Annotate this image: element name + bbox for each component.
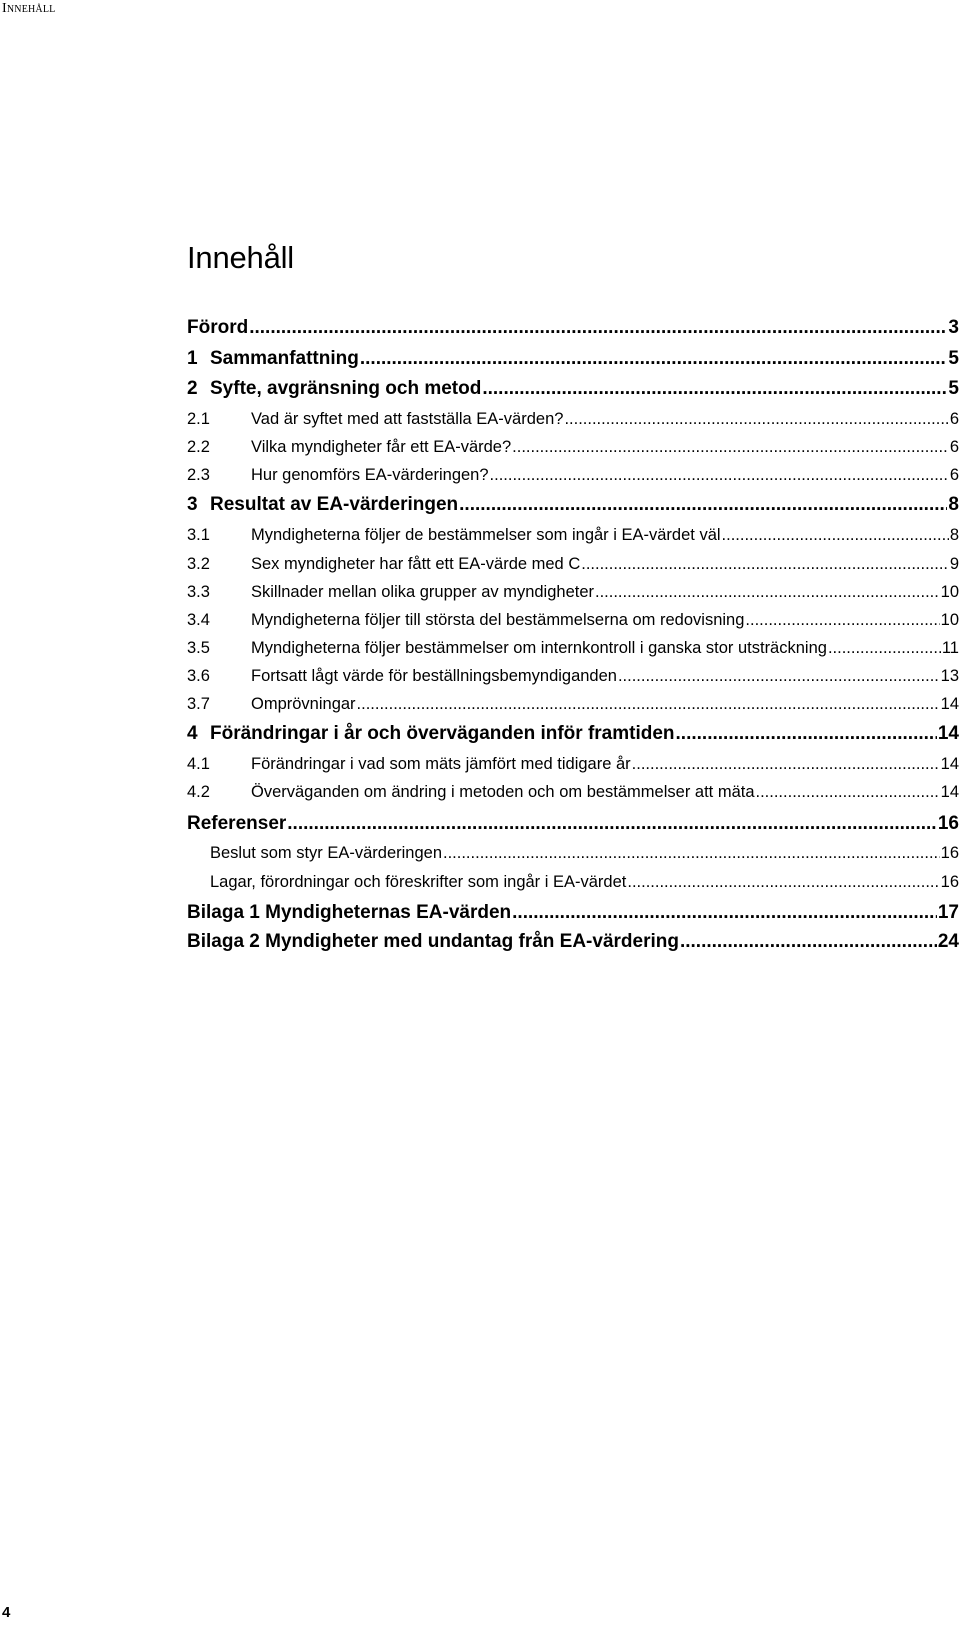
toc-entry-page: 8: [949, 526, 959, 544]
toc-entry-page: 16: [937, 813, 959, 834]
toc-entry-page: 9: [949, 555, 959, 573]
toc-entry-page: 6: [949, 438, 959, 456]
toc-entry-bilaga-1[interactable]: [187, 903, 959, 922]
toc-leader-dots: [482, 379, 947, 398]
toc-entry-1[interactable]: [187, 349, 959, 368]
toc-entry-number: 3.1: [187, 526, 210, 544]
toc-leader-dots: [512, 903, 937, 922]
toc-entry-3-1[interactable]: [187, 527, 959, 544]
toc-entry-text: Bilaga 2 Myndigheter med undantag från EA-värdering: [187, 931, 679, 952]
toc-entry-number: 3: [187, 494, 198, 515]
toc-entry-3[interactable]: [187, 495, 959, 514]
toc-entry-text: Bilaga 1 Myndigheternas EA-värden: [187, 902, 512, 923]
toc-leader-dots: [756, 784, 940, 801]
toc-entry-page: 17: [937, 902, 959, 923]
toc-entry-page: 5: [948, 378, 959, 399]
toc-entry-referenser[interactable]: [187, 814, 959, 833]
toc-leader-dots: [745, 612, 939, 629]
toc-entry-forord[interactable]: [187, 318, 959, 337]
toc-entry-number: 3.7: [187, 695, 210, 713]
toc-leader-dots: [443, 845, 940, 862]
toc-entry-page: 13: [940, 667, 959, 685]
toc-entry-3-4[interactable]: [187, 612, 959, 629]
toc-entry-page: 14: [940, 695, 959, 713]
toc-entry-number: 4.2: [187, 783, 210, 801]
toc-entry-number: 3.3: [187, 583, 210, 601]
toc-entry-2[interactable]: [187, 379, 959, 398]
toc-entry-number: 1: [187, 348, 198, 369]
toc-entry-text: Överväganden om ändring i metoden och om bestämmelser att mäta: [251, 783, 755, 801]
toc-entry-page: 14: [937, 723, 959, 744]
toc-entry-page: 8: [948, 494, 959, 515]
toc-entry-page: 16: [940, 873, 959, 891]
toc-entry-text: Förändringar i år och överväganden inför framtiden: [210, 723, 675, 744]
toc-entry-text: Beslut som styr EA-värderingen: [210, 844, 443, 862]
toc-leader-dots: [680, 932, 937, 951]
toc-entry-text: Myndigheterna följer de bestämmelser som ingår i EA-värdet väl: [251, 526, 721, 544]
toc-leader-dots: [618, 668, 940, 685]
toc-entry-number: 2.1: [187, 410, 210, 428]
toc-entry-text: Myndigheterna följer bestämmelser om internkontroll i ganska stor utsträckning: [251, 639, 827, 657]
toc-entry-text: Lagar, förordningar och föreskrifter som ingår i EA-värdet: [210, 873, 627, 891]
toc-entry-lagar[interactable]: [210, 874, 959, 891]
toc-entry-page: 16: [940, 844, 959, 862]
toc-entry-text: Referenser: [187, 813, 287, 834]
toc-entry-text: Förord: [187, 317, 249, 338]
toc-leader-dots: [595, 584, 940, 601]
toc-leader-dots: [490, 467, 949, 484]
toc-leader-dots: [627, 874, 939, 891]
toc-entry-page: 14: [940, 783, 959, 801]
toc-entry-2-2[interactable]: [187, 439, 959, 456]
toc-leader-dots: [722, 527, 949, 544]
toc-entry-number: 2: [187, 378, 198, 399]
toc-entry-page: 11: [941, 639, 959, 657]
toc-entry-text: Resultat av EA-värderingen: [210, 494, 459, 515]
toc-leader-dots: [459, 495, 947, 514]
toc-leader-dots: [512, 439, 949, 456]
toc-entry-3-3[interactable]: [187, 584, 959, 601]
toc-entry-text: Sex myndigheter har fått ett EA-värde med C: [251, 555, 581, 573]
toc-entry-text: Syfte, avgränsning och metod: [210, 378, 482, 399]
toc-entry-page: 5: [948, 348, 959, 369]
page-number: 4: [2, 1604, 11, 1621]
toc-entry-4-1[interactable]: [187, 756, 959, 773]
toc-entry-text: Omprövningar: [251, 695, 356, 713]
toc-entry-text: Myndigheterna följer till största del bestämmelserna om redovisning: [251, 611, 745, 629]
toc-entry-number: 2.2: [187, 438, 210, 456]
toc-entry-text: Vilka myndigheter får ett EA-värde?: [251, 438, 512, 456]
toc-entry-3-6[interactable]: [187, 668, 959, 685]
toc-entry-beslut[interactable]: [210, 845, 959, 862]
toc-leader-dots: [249, 318, 947, 337]
toc-entry-number: 4.1: [187, 755, 210, 773]
toc-entry-3-2[interactable]: [187, 556, 959, 573]
toc-entry-text: Fortsatt lågt värde för beställningsbemyndiganden: [251, 667, 617, 685]
toc-entry-number: 3.2: [187, 555, 210, 573]
toc-entry-text: Förändringar i vad som mäts jämfört med tidigare år: [251, 755, 631, 773]
toc-leader-dots: [676, 724, 937, 743]
toc-entry-page: 24: [937, 931, 959, 952]
toc-entry-page: 6: [949, 410, 959, 428]
running-header: Innehåll: [2, 1, 56, 16]
toc-entry-page: 14: [940, 755, 959, 773]
toc-entry-3-5[interactable]: [187, 640, 959, 657]
toc-entry-number: 3.6: [187, 667, 210, 685]
toc-entry-number: 2.3: [187, 466, 210, 484]
toc-entry-bilaga-2[interactable]: [187, 932, 959, 951]
toc-entry-number: 4: [187, 723, 198, 744]
toc-leader-dots: [581, 556, 949, 573]
toc-entry-page: 6: [949, 466, 959, 484]
toc-entry-page: 10: [940, 611, 959, 629]
toc-entry-2-1[interactable]: [187, 411, 959, 428]
toc-entry-text: Skillnader mellan olika grupper av myndigheter: [251, 583, 595, 601]
toc-entry-number: 3.4: [187, 611, 210, 629]
toc-entry-text: Hur genomförs EA-värderingen?: [251, 466, 489, 484]
toc-leader-dots: [564, 411, 948, 428]
toc-entry-2-3[interactable]: [187, 467, 959, 484]
toc-entry-number: 3.5: [187, 639, 210, 657]
toc-entry-4-2[interactable]: [187, 784, 959, 801]
toc-entry-3-7[interactable]: [187, 696, 959, 713]
toc-leader-dots: [360, 349, 948, 368]
toc-entry-page: 3: [948, 317, 959, 338]
toc-entry-page: 10: [940, 583, 959, 601]
toc-entry-4[interactable]: [187, 724, 959, 743]
toc-leader-dots: [357, 696, 940, 713]
toc-entry-text: Sammanfattning: [210, 348, 359, 369]
page-title: Innehåll: [187, 240, 294, 275]
toc-entry-text: Vad är syftet med att fastställa EA-värden?: [251, 410, 564, 428]
toc-leader-dots: [828, 640, 941, 657]
toc-leader-dots: [632, 756, 940, 773]
toc-leader-dots: [287, 814, 937, 833]
